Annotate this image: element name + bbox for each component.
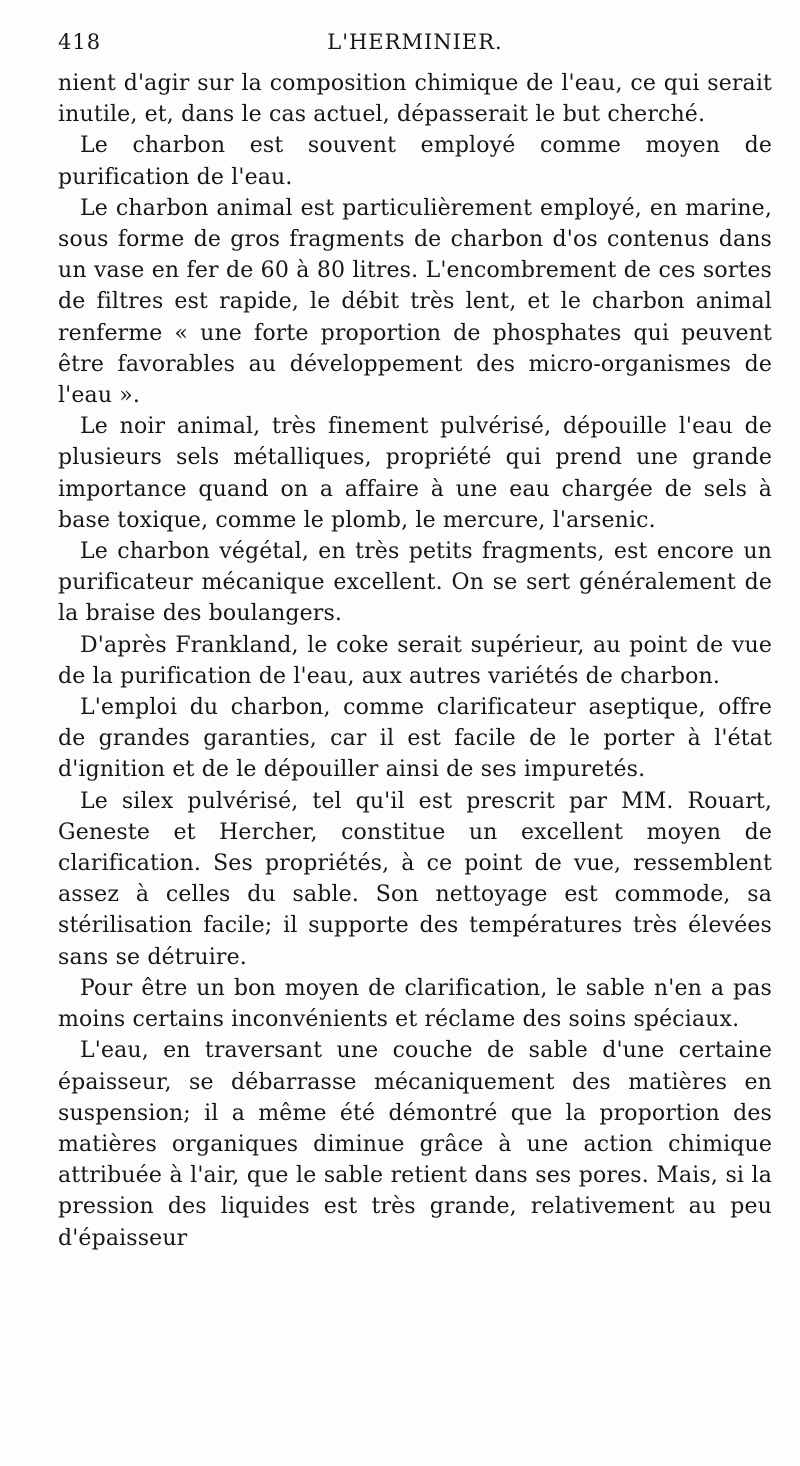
body-text <box>58 68 772 1254</box>
paragraph-emploi-charbon: L'emploi du charbon, comme clarificateur aseptique, offre de grandes garanties, car il est facile de le porter à l'état d'ignition et de le dépouiller ainsi de ses impuretés. <box>58 695 772 783</box>
paragraph-sable: Pour être un bon moyen de clarification, le sable n'en a pas moins certains inconvénients et réclame des soins spéciaux. <box>58 975 772 1033</box>
paragraph-eau-sable: L'eau, en traversant une couche de sable d'une certaine épaisseur, se débarrasse mécaniquement des matières en suspension; il a même été démontré que la proportion des matières organiques diminue grâce à une action chimique attribuée à l'air, que le sable retient dans ses pores. Mais, si la pression des liquides est très grande, relativement au peu d'épaisseur <box>58 1038 772 1251</box>
page-header <box>58 22 772 62</box>
paragraph-charbon-animal: Le charbon animal est particulièrement employé, en marine, sous forme de gros fragments de charbon d'os contenus dans un vase en fer de 60 à 80 litres. L'encombrement de ces sortes de filtres est rapide, le débit très lent, et le charbon animal renferme « une forte proportion de phosphates qui peuvent être favorables au développement des micro-organismes de l'eau ». <box>58 195 772 409</box>
paragraph-continuation: nient d'agir sur la composition chimique de l'eau, ce qui serait inutile, et, dans le cas actuel, dépasserait le but cherché. <box>58 71 772 128</box>
paragraph-noir-animal: Le noir animal, très finement pulvérisé, dépouille l'eau de plusieurs sels métalliques, propriété qui prend une grande importance quand on a affaire à une eau chargée de sels à base toxique, comme le plomb, le mercure, l'arsenic. <box>58 414 772 533</box>
paragraph-frankland: D'après Frankland, le coke serait supérieur, au point de vue de la purification de l'eau, aux autres variétés de charbon. <box>58 632 772 689</box>
book-page <box>58 22 772 1254</box>
paragraph-charbon: Le charbon est souvent employé comme moyen de purification de l'eau. <box>58 133 772 190</box>
running-head: L'HERMINIER. <box>327 30 503 54</box>
paragraph-charbon-vegetal: Le charbon végétal, en très petits fragments, est encore un purificateur mécanique excellent. On se sert généralement de la braise des boulangers. <box>58 539 772 627</box>
paragraph-silex: Le silex pulvérisé, tel qu'il est prescrit par MM. Rouart, Geneste et Hercher, constitue un excellent moyen de clarification. Ses propriétés, à ce point de vue, ressemblent assez à celles du sable. Son nettoyage est commode, sa stérilisation facile; il supporte des températures très élevées sans se détruire. <box>58 788 772 970</box>
page-number: 418 <box>58 30 102 54</box>
